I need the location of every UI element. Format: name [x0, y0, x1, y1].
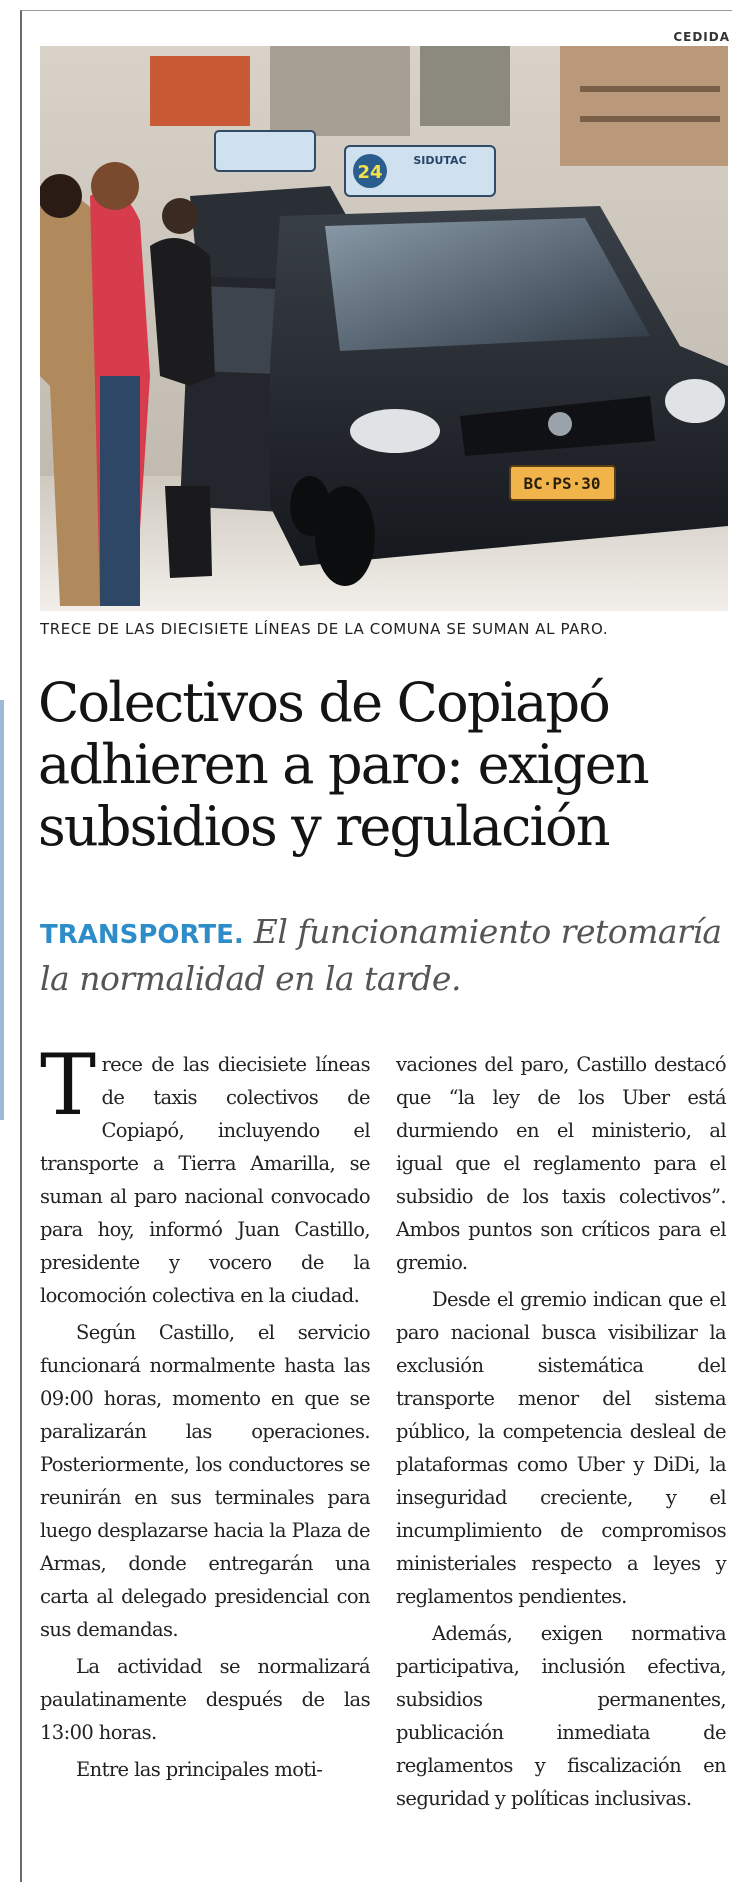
article-column-right: [396, 1048, 726, 1815]
article-paragraph: Trece de las diecisiete líneas de taxis colectivos de Copiapó, incluyendo el transporte a Tierra Amarilla, se suman al paro nacional convocado para hoy, informó Juan Castillo, presidente y vocero de la locomoción colectiva en la ciudad.: [40, 1036, 370, 1307]
photo-caption: TRECE DE LAS DIECISIETE LÍNEAS DE LA COMUNA SE SUMAN AL PARO.: [40, 620, 609, 638]
taxi-photo-illustration: [40, 46, 728, 611]
roof-sign-text: SIDUTAC: [413, 154, 467, 167]
article-paragraph: La actividad se normalizará paulatinamente después de las 13:00 horas.: [40, 1655, 370, 1744]
article-headline: Colectivos de Copiapó adhieren a paro: exigen subsidios y regulación: [38, 671, 648, 858]
article-paragraph: Además, exigen normativa participativa, inclusión efectiva, subsidios permanentes, publicación inmediata de reglamentos y fiscalización en seguridad y políticas inclusivas.: [396, 1622, 726, 1810]
deck-text: El funcionamiento retomaría la normalidad en la tarde.: [40, 912, 722, 998]
adjacent-page-edge: [0, 700, 4, 1120]
article-paragraph: Desde el gremio indican que el paro nacional busca visibilizar la exclusión sistemática del transporte menor del sistema público, la competencia desleal de plataformas como Uber y DiDi, la inseguridad creciente, y el incumplimiento de compromisos ministeriales respecto a leyes y reglamentos pendientes.: [396, 1288, 726, 1608]
article-deck: [40, 910, 730, 1001]
article-column-left: [40, 1036, 370, 1786]
drop-cap: T: [40, 1036, 96, 1134]
news-photo: [40, 46, 728, 611]
article-paragraph: vaciones del paro, Castillo destacó que “la ley de los Uber está durmiendo en el ministerio, al igual que el reglamento para el subsidio de los taxis colectivos”. Ambos puntos son críticos para el gremio.: [396, 1053, 726, 1274]
photo-credit: CEDIDA: [673, 30, 730, 44]
section-kicker: TRANSPORTE.: [40, 920, 244, 950]
roof-sign-number: 24: [357, 162, 383, 183]
license-plate: BC·PS·30: [523, 474, 601, 493]
article-paragraph: Entre las principales moti-: [76, 1758, 323, 1781]
article-paragraph: Según Castillo, el servicio funcionará normalmente hasta las 09:00 horas, momento en que se paralizarán las operaciones. Posteriormente, los conductores se reunirán en sus terminales para luego desplazarse hacia la Plaza de Armas, donde entregarán una carta al delegado presidencial con sus demandas.: [40, 1321, 370, 1641]
